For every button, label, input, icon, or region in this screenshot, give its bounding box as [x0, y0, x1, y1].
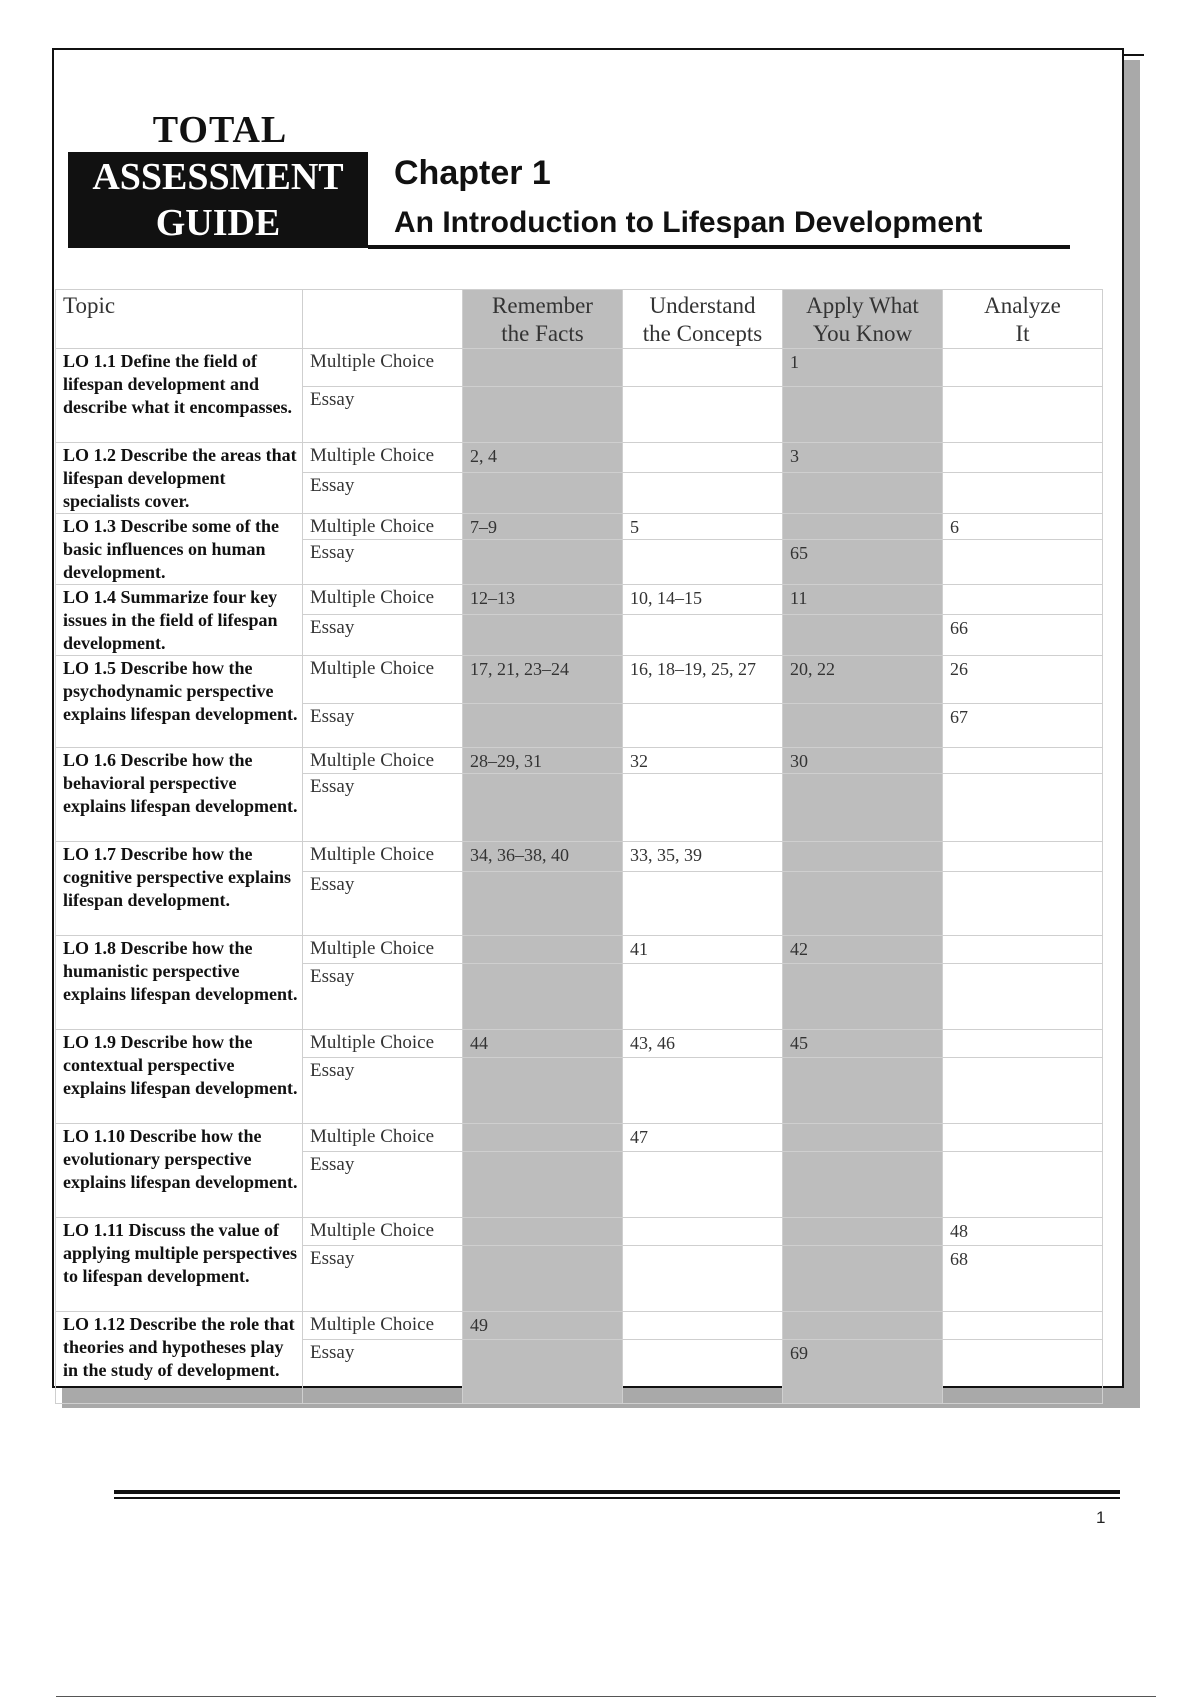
cell-mc-apply: 42 — [783, 936, 943, 964]
table-row — [56, 842, 1103, 872]
cell-mc-analyze: 48 — [943, 1218, 1103, 1246]
question-type-essay: Essay — [303, 387, 463, 443]
cell-essay-analyze: 66 — [943, 615, 1103, 656]
question-type-essay: Essay — [303, 1058, 463, 1124]
cell-essay-understand — [623, 1152, 783, 1218]
cell-essay-understand — [623, 964, 783, 1030]
cell-essay-analyze — [943, 872, 1103, 936]
cell-essay-analyze — [943, 964, 1103, 1030]
cell-mc-remember: 28–29, 31 — [463, 748, 623, 774]
cell-essay-analyze — [943, 473, 1103, 514]
cell-mc-understand: 33, 35, 39 — [623, 842, 783, 872]
learning-objective: LO 1.3 Describe some of the basic influences on human development. — [56, 514, 303, 585]
header-topic — [56, 290, 303, 349]
cell-essay-understand — [623, 615, 783, 656]
table-row — [56, 1124, 1103, 1152]
question-type-essay: Essay — [303, 1152, 463, 1218]
cell-mc-analyze — [943, 1030, 1103, 1058]
table-row — [56, 1312, 1103, 1340]
assessment-table-wrapper — [55, 289, 1103, 1404]
cell-mc-apply: 11 — [783, 585, 943, 615]
cell-essay-remember — [463, 473, 623, 514]
header-remember — [463, 290, 623, 349]
brand-total: TOTAL — [152, 109, 288, 151]
question-type-mc: Multiple Choice — [303, 585, 463, 615]
learning-objective: LO 1.12 Describe the role that theories and hypotheses play in the study of development. — [56, 1312, 303, 1404]
cell-essay-apply: 65 — [783, 540, 943, 585]
question-type-mc: Multiple Choice — [303, 1312, 463, 1340]
cell-essay-analyze — [943, 1152, 1103, 1218]
cell-essay-remember — [463, 1058, 623, 1124]
table-row — [56, 1030, 1103, 1058]
header-understand — [623, 290, 783, 349]
cell-essay-analyze — [943, 387, 1103, 443]
table-body — [56, 349, 1103, 1404]
header-analyze-line: Analyze — [984, 293, 1061, 318]
learning-objective: LO 1.1 Define the field of lifespan development and describe what it encompasses. — [56, 349, 303, 443]
brand-logo-box — [68, 152, 368, 248]
cell-mc-understand: 32 — [623, 748, 783, 774]
cell-essay-remember — [463, 540, 623, 585]
cell-essay-analyze — [943, 1058, 1103, 1124]
learning-objective: LO 1.7 Describe how the cognitive perspective explains lifespan development. — [56, 842, 303, 936]
cell-essay-apply — [783, 387, 943, 443]
cell-mc-apply: 20, 22 — [783, 656, 943, 704]
table-row — [56, 514, 1103, 540]
cell-mc-remember: 17, 21, 23–24 — [463, 656, 623, 704]
cell-essay-remember — [463, 1152, 623, 1218]
cell-essay-understand — [623, 387, 783, 443]
cell-mc-apply — [783, 842, 943, 872]
cell-mc-remember — [463, 349, 623, 387]
cell-essay-apply: 69 — [783, 1340, 943, 1404]
learning-objective: LO 1.11 Discuss the value of applying multiple perspectives to lifespan development. — [56, 1218, 303, 1312]
question-type-essay: Essay — [303, 1340, 463, 1404]
question-type-mc: Multiple Choice — [303, 443, 463, 473]
cell-mc-remember: 7–9 — [463, 514, 623, 540]
cell-essay-apply — [783, 704, 943, 748]
cell-mc-apply — [783, 514, 943, 540]
cell-essay-understand — [623, 1340, 783, 1404]
cell-essay-remember — [463, 872, 623, 936]
cell-mc-remember — [463, 1124, 623, 1152]
question-type-mc: Multiple Choice — [303, 1124, 463, 1152]
cell-essay-analyze — [943, 1340, 1103, 1404]
question-type-mc: Multiple Choice — [303, 936, 463, 964]
cell-essay-apply — [783, 1152, 943, 1218]
cell-essay-apply — [783, 1246, 943, 1312]
cell-essay-analyze — [943, 540, 1103, 585]
table-header-row — [56, 290, 1103, 349]
cell-mc-understand: 47 — [623, 1124, 783, 1152]
cell-essay-apply — [783, 964, 943, 1030]
cell-mc-remember: 34, 36–38, 40 — [463, 842, 623, 872]
cell-essay-apply — [783, 872, 943, 936]
chapter-subtitle: An Introduction to Lifespan Development — [394, 206, 983, 239]
brand-assessment: ASSESSMENT — [92, 156, 344, 198]
frame-tick — [1124, 54, 1144, 56]
cell-mc-understand — [623, 349, 783, 387]
learning-objective: LO 1.5 Describe how the psychodynamic perspective explains lifespan development. — [56, 656, 303, 748]
cell-mc-apply: 30 — [783, 748, 943, 774]
table-row — [56, 1218, 1103, 1246]
cell-essay-understand — [623, 1058, 783, 1124]
cell-mc-understand — [623, 1312, 783, 1340]
cell-mc-apply: 3 — [783, 443, 943, 473]
table-row — [56, 443, 1103, 473]
cell-essay-analyze: 67 — [943, 704, 1103, 748]
cell-mc-analyze — [943, 349, 1103, 387]
question-type-mc: Multiple Choice — [303, 656, 463, 704]
cell-mc-analyze: 26 — [943, 656, 1103, 704]
question-type-mc: Multiple Choice — [303, 514, 463, 540]
header-apply — [783, 290, 943, 349]
cell-mc-analyze: 6 — [943, 514, 1103, 540]
header-analyze-line: It — [1015, 321, 1030, 346]
cell-mc-remember: 2, 4 — [463, 443, 623, 473]
table-row — [56, 349, 1103, 387]
table-row — [56, 585, 1103, 615]
header-topic-line: Topic — [63, 293, 116, 318]
question-type-mc: Multiple Choice — [303, 748, 463, 774]
header-understand-line: Understand — [649, 293, 756, 318]
header-remember-line: the Facts — [501, 321, 584, 346]
footer-rule — [114, 1490, 1120, 1494]
cell-essay-understand — [623, 872, 783, 936]
question-type-essay: Essay — [303, 540, 463, 585]
cell-essay-understand — [623, 473, 783, 514]
question-type-essay: Essay — [303, 704, 463, 748]
header-analyze — [943, 290, 1103, 349]
cell-mc-analyze — [943, 1124, 1103, 1152]
brand-guide: GUIDE — [155, 202, 281, 244]
cell-mc-apply — [783, 1124, 943, 1152]
cell-mc-understand — [623, 443, 783, 473]
cell-mc-understand — [623, 1218, 783, 1246]
table-row — [56, 748, 1103, 774]
question-type-essay: Essay — [303, 1246, 463, 1312]
cell-essay-apply — [783, 473, 943, 514]
cell-essay-remember — [463, 615, 623, 656]
cell-essay-analyze: 68 — [943, 1246, 1103, 1312]
cell-mc-analyze — [943, 936, 1103, 964]
learning-objective: LO 1.2 Describe the areas that lifespan development specialists cover. — [56, 443, 303, 514]
cell-mc-understand: 41 — [623, 936, 783, 964]
cell-essay-apply — [783, 774, 943, 842]
cell-mc-apply: 1 — [783, 349, 943, 387]
cell-mc-remember — [463, 1218, 623, 1246]
cell-mc-analyze — [943, 443, 1103, 473]
footer-rule-thin — [114, 1497, 1120, 1499]
question-type-essay: Essay — [303, 872, 463, 936]
cell-mc-analyze — [943, 1312, 1103, 1340]
question-type-essay: Essay — [303, 774, 463, 842]
cell-mc-remember — [463, 936, 623, 964]
cell-mc-apply: 45 — [783, 1030, 943, 1058]
question-type-mc: Multiple Choice — [303, 349, 463, 387]
cell-mc-understand: 10, 14–15 — [623, 585, 783, 615]
header-understand-line: the Concepts — [642, 321, 763, 346]
cell-essay-remember — [463, 1340, 623, 1404]
header-blank — [303, 290, 463, 349]
cell-essay-apply — [783, 615, 943, 656]
header-remember-line: Remember — [492, 293, 593, 318]
table-row — [56, 936, 1103, 964]
table-row — [56, 656, 1103, 704]
page-number: 1 — [1096, 1508, 1106, 1527]
cell-mc-apply — [783, 1312, 943, 1340]
cell-essay-remember — [463, 1246, 623, 1312]
cell-mc-analyze — [943, 842, 1103, 872]
learning-objective: LO 1.8 Describe how the humanistic perspective explains lifespan development. — [56, 936, 303, 1030]
header-apply-line: You Know — [812, 321, 913, 346]
cell-essay-understand — [623, 540, 783, 585]
learning-objective: LO 1.4 Summarize four key issues in the field of lifespan development. — [56, 585, 303, 656]
cell-essay-remember — [463, 387, 623, 443]
cell-essay-analyze — [943, 774, 1103, 842]
cell-mc-apply — [783, 1218, 943, 1246]
cell-essay-understand — [623, 1246, 783, 1312]
question-type-mc: Multiple Choice — [303, 1218, 463, 1246]
cell-mc-understand: 5 — [623, 514, 783, 540]
header-apply-line: Apply What — [806, 293, 919, 318]
question-type-mc: Multiple Choice — [303, 842, 463, 872]
cell-essay-remember — [463, 704, 623, 748]
cell-mc-understand: 43, 46 — [623, 1030, 783, 1058]
bottom-rule — [56, 1696, 1156, 1697]
cell-essay-remember — [463, 774, 623, 842]
question-type-essay: Essay — [303, 615, 463, 656]
cell-essay-remember — [463, 964, 623, 1030]
cell-essay-apply — [783, 1058, 943, 1124]
cell-mc-analyze — [943, 585, 1103, 615]
cell-mc-understand: 16, 18–19, 25, 27 — [623, 656, 783, 704]
assessment-table — [55, 289, 1103, 1404]
question-type-mc: Multiple Choice — [303, 1030, 463, 1058]
cell-essay-understand — [623, 774, 783, 842]
cell-mc-analyze — [943, 748, 1103, 774]
question-type-essay: Essay — [303, 473, 463, 514]
question-type-essay: Essay — [303, 964, 463, 1030]
cell-mc-remember: 49 — [463, 1312, 623, 1340]
cell-mc-remember: 12–13 — [463, 585, 623, 615]
learning-objective: LO 1.6 Describe how the behavioral perspective explains lifespan development. — [56, 748, 303, 842]
cell-mc-remember: 44 — [463, 1030, 623, 1058]
learning-objective: LO 1.10 Describe how the evolutionary perspective explains lifespan development. — [56, 1124, 303, 1218]
cell-essay-understand — [623, 704, 783, 748]
learning-objective: LO 1.9 Describe how the contextual perspective explains lifespan development. — [56, 1030, 303, 1124]
chapter-title: Chapter 1 — [394, 154, 551, 192]
title-rule — [368, 245, 1070, 249]
